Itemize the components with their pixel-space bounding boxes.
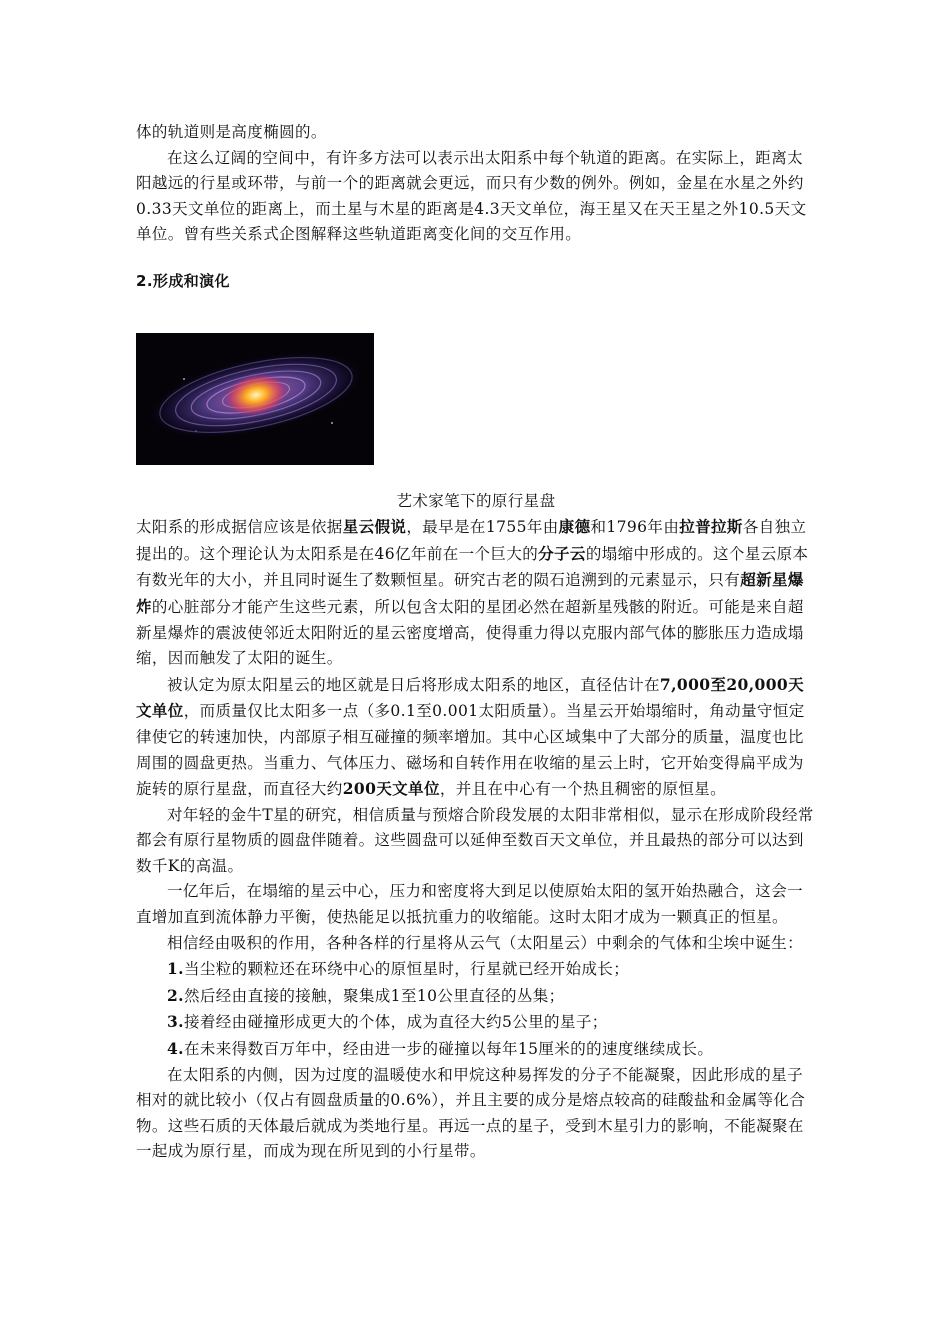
formation-paragraph-3: 对年轻的金牛T星的研究，相信质量与预熔合阶段发展的太阳非常相似，显示在形成阶段经常都会有原行星物质的圆盘伴随着。这些圆盘可以延伸至数百天文单位，并且最热的部分可以达到数千K的高温。	[136, 805, 814, 875]
list-text: 接着经由碰撞形成更大的个体，成为直径大约5公里的星子；	[183, 1013, 608, 1032]
document-body	[136, 120, 816, 1165]
list-text: 当尘粒的颗粒还在环绕中心的原恒星时，行星就已经开始成长；	[183, 960, 630, 979]
intro-paragraph-0: 体的轨道则是高度椭圆的。	[136, 123, 327, 141]
formation-paragraph-2	[136, 672, 816, 803]
list-text: 然后经由直接的接触，聚集成1至10公里直径的丛集；	[183, 986, 565, 1005]
protoplanetary-disk-illustration	[136, 333, 374, 465]
formation-paragraph-5: 相信经由吸积的作用，各种各样的行星将从云气（太阳星云）中剩余的气体和尘埃中诞生：	[167, 933, 804, 952]
text-run: ，并且在中心有一个热且稠密的原恒星。	[439, 780, 727, 799]
formation-paragraph-4: 一亿年后，在塌缩的星云中心，压力和密度将大到足以使原始太阳的氢开始热融合，这会一直增加直到流体静力平衡，使热能足以抵抗重力的收缩能。这时太阳才成为一颗真正的恒星。	[136, 882, 804, 927]
list-item	[136, 1036, 816, 1063]
list-number: 4.	[167, 1039, 184, 1059]
list-item	[136, 1009, 816, 1036]
term-laplace: 拉普拉斯	[679, 517, 743, 537]
formation-paragraph-1	[136, 514, 816, 672]
text-run: ，最早是在1755年由	[406, 518, 559, 537]
formation-paragraph-6: 在太阳系的内侧，因为过度的温暖使水和甲烷这种易挥发的分子不能凝聚，因此形成的星子相对的就比较小（仅占有圆盘质量的0.6%），并且主要的成分是熔点较高的硅酸盐和金属等化合物。这些石质的天体最后就成为类地行星。再远一点的星子，受到木星引力的影响，不能凝聚在一起成为原行星，而成为现在所见到的小行星带。	[136, 1065, 806, 1161]
text-run: 各自独立提出的。这个理论认为太阳系是在46亿年前在一个巨大的	[136, 518, 807, 563]
term-nebula-diameter: 7,000至20,000天文单位	[136, 674, 804, 721]
text-run: 的心脏部分才能产生这些元素，所以包含太阳的星团必然在超新星残骸的附近。可能是来自超新星爆炸的震波使邻近太阳附近的星云密度增高，使得重力得以克服内部气体的膨胀压力造成塌缩，因而触发了太阳的诞生。	[136, 597, 804, 668]
list-number: 3.	[167, 1012, 184, 1032]
list-number: 1.	[167, 959, 184, 979]
term-molecular-cloud: 分子云	[538, 543, 586, 563]
intro-paragraph-1: 在这么辽阔的空间中，有许多方法可以表示出太阳系中每个轨道的距离。在实际上，距离太阳越远的行星或环带，与前一个的距离就会更远，而只有少数的例外。例如，金星在水星之外约0.33天文单位的距离上，而土星与木星的距离是4.3天文单位，海王星又在天王星之外10.5天文单位。曾有些关系式企图解释这些轨道距离变化间的交互作用。	[136, 148, 807, 244]
text-run: 太阳系的形成据信应该是依据	[136, 518, 343, 537]
figure-caption: 艺术家笔下的原行星盘	[396, 491, 556, 510]
term-kant: 康德	[558, 517, 591, 537]
list-item	[136, 956, 816, 983]
text-run: 和1796年由	[590, 518, 680, 537]
list-item	[136, 983, 816, 1010]
text-run: ，而质量仅比太阳多一点（多0.1至0.001太阳质量）。当星云开始塌缩时，角动量守恒定律使它的转速加快，内部原子相互碰撞的频率增加。其中心区域集中了大部分的质量，温度也比周围的圆盘更热。当重力、气体压力、磁场和自转作用在收缩的星云上时，它开始变得扁平成为旋转的原行星盘，而直径大约	[136, 702, 805, 799]
list-number: 2.	[167, 985, 184, 1005]
term-nebular-hypothesis: 星云假说	[342, 517, 407, 537]
text-run: 被认定为原太阳星云的地区就是日后将形成太阳系的地区，直径估计在	[167, 675, 660, 694]
list-text: 在未来得数百万年中，经由进一步的碰撞以每年15厘米的的速度继续成长。	[183, 1040, 714, 1059]
section-heading: 2.形成和演化	[136, 271, 230, 290]
text-run: 的塌缩中形成的。这个星云原本有数光年的大小，并且同时诞生了数颗恒星。研究古老的陨石追溯到的元素显示，只有	[136, 544, 809, 590]
protoplanetary-disk-image	[136, 333, 374, 465]
term-disk-diameter: 200天文单位	[342, 779, 440, 799]
term-supernova: 超新星爆炸	[136, 570, 804, 616]
